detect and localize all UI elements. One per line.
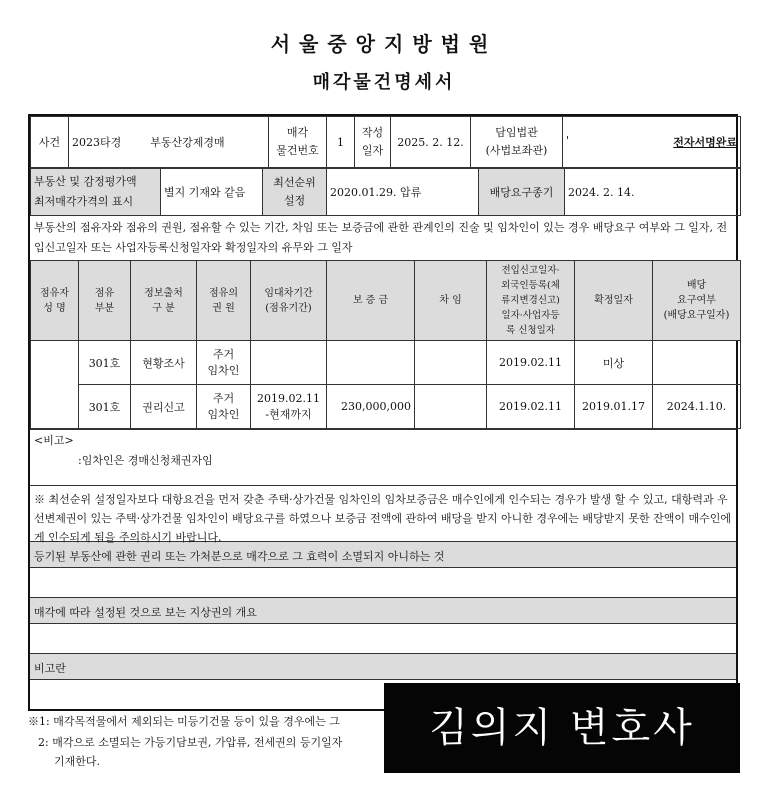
priority-label: 최선순위 설정 — [263, 169, 327, 216]
footnote-2: 2: 매각으로 소멸되는 가등기담보권, 가압류, 전세권의 등기일자 — [38, 736, 343, 749]
watermark-banner: 김의지 변호사 — [384, 683, 740, 773]
cell-fixed-date: 2019.01.17 — [575, 385, 653, 429]
appraisal-value: 별지 기재와 같음 — [161, 169, 263, 216]
item-no-label: 매각 물건번호 — [269, 117, 327, 168]
remarks-label: <비고> — [34, 434, 74, 447]
col-rent: 차 임 — [415, 261, 487, 341]
remarks-text: :임차인은 경매신청채권자임 — [78, 454, 213, 467]
warning-note: ※ 최선순위 설정일자보다 대항요건을 먼저 갖춘 주택·상가건물 임차인의 임차보증금은 매수인에게 인수되는 경우가 발생 할 수 있고, 대항력과 우선변제권이 있는 주택·상가건물 임차인이 배당요구를 하였으나 보증금 전액에 관하여 배당을 받지 아니한 경우에는 배당받지 못한 잔액이 매수인에게 인수되게 됨을 주의하시기 바랍니다. — [30, 485, 736, 541]
cell-moved-in: 2019.02.11 — [487, 385, 575, 429]
col-deposit: 보 증 금 — [327, 261, 415, 341]
cell-claim: 2024.1.10. — [653, 385, 741, 429]
case-info-table — [30, 116, 741, 168]
appraisal-label: 부동산 및 감정평가액 최저매각가격의 표시 — [31, 169, 161, 216]
case-number: 2023타경 — [72, 136, 122, 149]
occupant-header-row — [31, 261, 741, 341]
footnote-1: ※1: 매각목적물에서 제외되는 미등기건물 등이 있을 경우에는 그 — [28, 715, 340, 728]
case-type: 부동산강제경매 — [150, 136, 225, 149]
footnote-3: 기재한다. — [54, 755, 101, 768]
case-cell — [69, 117, 269, 168]
col-moved-in: 전입신고일자· 외국인등록(체 류지변경신고) 일자·사업자등 록 신청일자 — [487, 261, 575, 341]
col-claim: 배당 요구여부 (배당요구일자) — [653, 261, 741, 341]
deadline-value: 2024. 2. 14. — [565, 169, 741, 216]
item-no: 1 — [327, 117, 355, 168]
col-right: 점유의 권 원 — [197, 261, 251, 341]
judge-name: ' — [566, 134, 570, 147]
cell-period: 2019.02.11 -현재까지 — [251, 385, 327, 429]
cell-source: 권리신고 — [131, 385, 197, 429]
document-date: 2025. 2. 12. — [391, 117, 471, 168]
table-row — [31, 385, 741, 429]
col-fixed-date: 확정일자 — [575, 261, 653, 341]
cell-rent — [415, 341, 487, 385]
surface-section-body — [30, 623, 736, 653]
cell-right: 주거 임차인 — [197, 341, 251, 385]
judge-cell — [563, 117, 741, 168]
occupant-table — [30, 260, 741, 429]
cell-moved-in: 2019.02.11 — [487, 341, 575, 385]
cell-part: 301호 — [79, 341, 131, 385]
rights-section-label: 등기된 부동산에 관한 권리 또는 가처분으로 매각으로 그 효력이 소멸되지 아니하는 것 — [30, 541, 736, 567]
e-signature-status: 전자서명완료 — [673, 136, 737, 149]
remarks-column-label: 비고란 — [30, 653, 736, 679]
cell-claim — [653, 341, 741, 385]
occupancy-note: 부동산의 점유자와 점유의 권원, 점유할 수 있는 기간, 차임 또는 보증금에 관한 관계인의 진술 및 임차인이 있는 경우 배당요구 여부와 그 일자, 전입신고일자 또는 사업자등록신청일자와 확정일자의 유무와 그 일자 — [34, 221, 728, 254]
date-label: 작성 일자 — [355, 117, 391, 168]
cell-right: 주거 임차인 — [197, 385, 251, 429]
col-period: 임대차기간 (점유기간) — [251, 261, 327, 341]
case-label: 사건 — [31, 117, 69, 168]
col-part: 점유 부분 — [79, 261, 131, 341]
court-name: 서울중앙지방법원 — [270, 32, 498, 56]
cell-rent — [415, 385, 487, 429]
cell-source: 현황조사 — [131, 341, 197, 385]
col-source: 정보출처 구 분 — [131, 261, 197, 341]
rights-section-body — [30, 567, 736, 597]
cell-period — [251, 341, 327, 385]
appraisal-table — [30, 168, 741, 216]
table-row — [31, 341, 741, 385]
judge-label: 담임법관 (사법보좌관) — [471, 117, 563, 168]
cell-fixed-date: 미상 — [575, 341, 653, 385]
remarks-box — [30, 429, 736, 485]
document-title: 매각물건명세서 — [312, 72, 456, 93]
occupant-name-cell — [31, 341, 79, 429]
priority-value: 2020.01.29. 압류 — [327, 169, 479, 216]
col-occupant-name: 점유자 성 명 — [31, 261, 79, 341]
cell-part: 301호 — [79, 385, 131, 429]
cell-deposit — [327, 341, 415, 385]
surface-section-label: 매각에 따라 설정된 것으로 보는 지상권의 개요 — [30, 597, 736, 623]
deadline-label: 배당요구종기 — [479, 169, 565, 216]
statement-form — [28, 114, 738, 711]
cell-deposit: 230,000,000 — [327, 385, 415, 429]
